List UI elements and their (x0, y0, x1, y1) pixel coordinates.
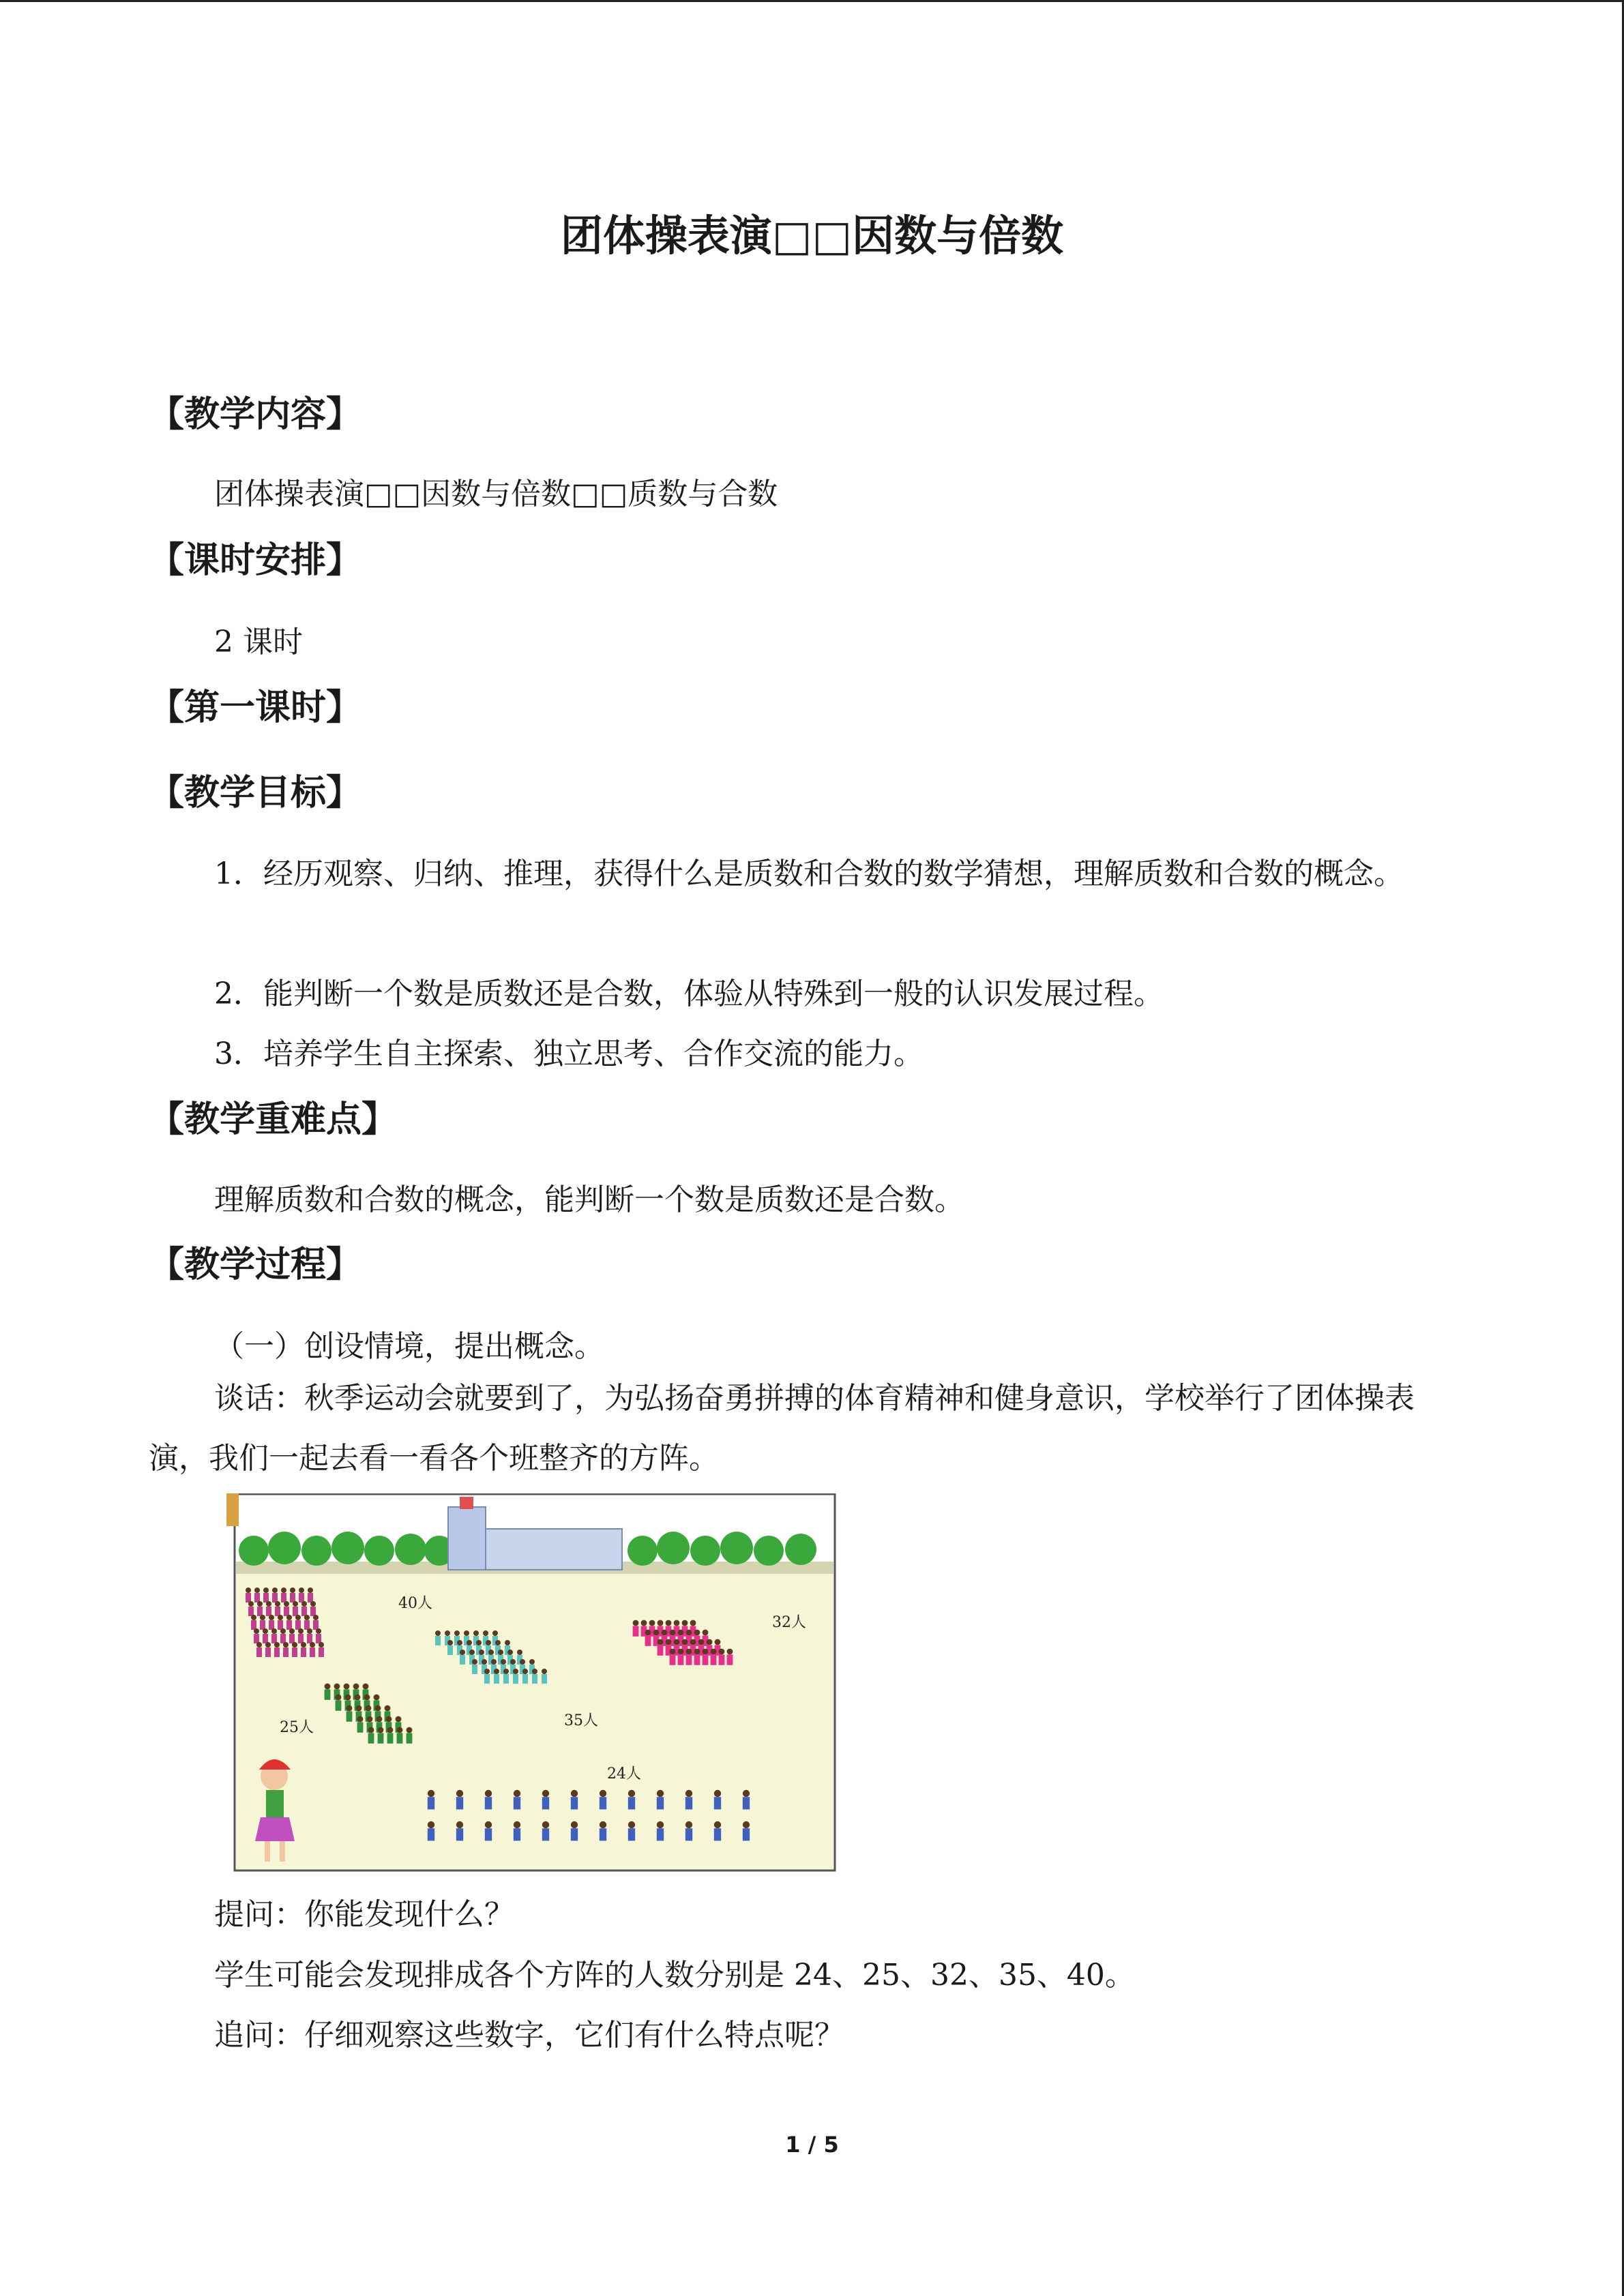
person-head (484, 1669, 490, 1674)
tree (268, 1532, 301, 1564)
person-head (254, 1587, 260, 1593)
person-body (357, 1722, 364, 1732)
person-head (375, 1705, 381, 1712)
person-head (682, 1620, 688, 1626)
person-head (251, 1615, 256, 1620)
person-body (472, 1665, 477, 1674)
person-head (456, 1821, 463, 1828)
person-head (686, 1630, 692, 1636)
person-body (269, 1620, 274, 1630)
goal-item-3: 3．培养学生自主探索、独立思考、合作交流的能力。 (214, 1037, 924, 1071)
person-body (336, 1700, 342, 1710)
person-body (428, 1828, 434, 1840)
label-24: 24人 (607, 1765, 641, 1783)
person-head (248, 1601, 254, 1607)
person-head (368, 1727, 374, 1733)
tree (239, 1536, 269, 1566)
person-body (254, 1593, 260, 1602)
person-body (310, 1648, 315, 1657)
person-head (649, 1620, 655, 1626)
person-head (714, 1790, 721, 1797)
formation-illustration (220, 1493, 838, 1873)
person-body (571, 1828, 578, 1840)
heading-teaching-process: 【教学过程】 (149, 1244, 362, 1285)
person-head (265, 1642, 271, 1648)
person-head (301, 1642, 306, 1648)
person-body (278, 1620, 283, 1630)
person-head (363, 1684, 369, 1690)
person-head (345, 1695, 351, 1701)
person-body (514, 1828, 520, 1840)
person-head (498, 1650, 503, 1655)
tree (754, 1536, 784, 1566)
person-head (286, 1615, 292, 1620)
person-head (445, 1630, 450, 1636)
person-body (628, 1797, 635, 1809)
page-number: 1 / 5 (785, 2132, 839, 2158)
person-head (263, 1587, 269, 1593)
person-head (407, 1727, 413, 1733)
person-head (522, 1669, 528, 1674)
person-head (628, 1821, 635, 1828)
person-head (571, 1821, 578, 1828)
person-head (571, 1790, 578, 1797)
person-head (529, 1659, 535, 1665)
person-head (278, 1615, 283, 1620)
person-head (377, 1716, 383, 1723)
person-body (711, 1654, 717, 1665)
person-head (346, 1705, 353, 1712)
person-head (662, 1630, 668, 1636)
person-head (397, 1727, 403, 1733)
person-head (685, 1821, 692, 1828)
person-body (246, 1593, 251, 1602)
person-body (685, 1828, 692, 1840)
person-body (428, 1797, 434, 1809)
person-head (657, 1790, 664, 1797)
tree (628, 1536, 658, 1566)
person-head (290, 1587, 295, 1593)
person-head (727, 1649, 733, 1655)
person-head (510, 1659, 516, 1665)
person-head (469, 1650, 475, 1655)
person-head (483, 1630, 488, 1636)
person-body (485, 1797, 492, 1809)
person-body (670, 1654, 676, 1665)
person-body (308, 1593, 313, 1602)
person-head (658, 1639, 664, 1645)
person-body (293, 1607, 298, 1616)
heading-teaching-content: 【教学内容】 (149, 394, 362, 435)
person-head (495, 1640, 501, 1645)
person-body (714, 1797, 721, 1809)
person-head (715, 1639, 721, 1645)
document-title: 团体操表演□□因数与倍数 (560, 211, 1064, 260)
person-head (514, 1821, 520, 1828)
tree (657, 1532, 690, 1564)
goal-item-2: 2．能判断一个数是质数还是合数，体验从特殊到一般的认识发展过程。 (214, 976, 1164, 1011)
person-body (600, 1797, 606, 1809)
label-32: 32人 (772, 1614, 806, 1631)
answer-1: 学生可能会发现排成各个方阵的人数分别是 24、25、32、35、40。 (214, 1958, 1135, 1993)
person-body (378, 1733, 384, 1743)
person-head (467, 1640, 472, 1645)
person-body (266, 1607, 271, 1616)
person-head (356, 1705, 362, 1712)
person-head (743, 1790, 750, 1797)
label-40: 40人 (398, 1595, 432, 1612)
label-25: 25人 (280, 1719, 314, 1736)
person-head (454, 1630, 460, 1636)
heading-key-points: 【教学重难点】 (149, 1099, 398, 1140)
person-body (319, 1648, 324, 1657)
person-body (743, 1828, 750, 1840)
tree (364, 1536, 394, 1566)
person-head (653, 1630, 660, 1636)
person-head (711, 1649, 717, 1655)
person-body (304, 1620, 310, 1630)
tree (720, 1532, 753, 1564)
person-body (284, 1607, 289, 1616)
person-head (460, 1650, 465, 1655)
person-body (257, 1607, 263, 1616)
person-body (260, 1620, 265, 1630)
teaching-content-text: 团体操表演□□因数与倍数□□质数与合数 (214, 477, 778, 511)
person-head (308, 1587, 313, 1593)
person-head (385, 1705, 391, 1712)
person-head (670, 1630, 676, 1636)
person-head (293, 1601, 298, 1607)
person-head (628, 1790, 635, 1797)
person-body (307, 1634, 312, 1643)
person-head (325, 1684, 331, 1690)
person-head (686, 1649, 692, 1655)
person-body (727, 1654, 733, 1665)
person-head (703, 1630, 709, 1636)
intro-talk: 谈话：秋季运动会就要到了，为弘扬奋勇拼搏的体育精神和健身意识，学校举行了团体操表演，我们一起去看一看各个班整齐的方阵。 (149, 1381, 1415, 1476)
person-head (674, 1639, 680, 1645)
person-head (486, 1640, 491, 1645)
person-head (355, 1695, 361, 1701)
person-head (257, 1601, 263, 1607)
person-body (272, 1593, 278, 1602)
person-head (542, 1669, 547, 1674)
tree (785, 1534, 816, 1565)
person-head (542, 1821, 549, 1828)
person-body (346, 1711, 353, 1721)
person-body (271, 1634, 277, 1643)
person-body (503, 1674, 509, 1684)
person-head (301, 1601, 307, 1607)
person-body (703, 1654, 709, 1665)
person-body (628, 1828, 635, 1840)
person-head (364, 1695, 370, 1701)
person-body (292, 1648, 297, 1657)
person-head (269, 1615, 274, 1620)
person-body (298, 1634, 304, 1643)
person-head (707, 1639, 713, 1645)
person-body (743, 1797, 750, 1809)
person-head (690, 1620, 696, 1626)
person-body (251, 1620, 256, 1630)
person-head (542, 1790, 549, 1797)
person-head (479, 1650, 484, 1655)
person-head (316, 1628, 321, 1634)
person-body (281, 1593, 286, 1602)
person-head (491, 1659, 497, 1665)
person-head (295, 1615, 301, 1620)
person-body (494, 1674, 499, 1684)
person-head (505, 1640, 510, 1645)
person-body (368, 1733, 374, 1743)
person-head (682, 1639, 688, 1645)
person-body (484, 1674, 490, 1684)
person-body (600, 1828, 606, 1840)
person-head (272, 1587, 278, 1593)
person-head (482, 1659, 487, 1665)
person-head (666, 1639, 672, 1645)
person-head (472, 1659, 477, 1665)
person-head (260, 1615, 265, 1620)
person-head (520, 1659, 525, 1665)
heading-schedule: 【课时安排】 (149, 540, 362, 581)
person-head (714, 1821, 721, 1828)
person-body (542, 1828, 549, 1840)
person-head (378, 1727, 384, 1733)
person-head (281, 1587, 286, 1593)
person-head (678, 1630, 684, 1636)
tree (331, 1532, 364, 1564)
person-body (513, 1674, 518, 1684)
person-head (357, 1716, 364, 1723)
person-head (698, 1639, 705, 1645)
person-head (284, 1601, 289, 1607)
person-body (397, 1733, 403, 1743)
person-body (301, 1648, 306, 1657)
person-body (280, 1634, 286, 1643)
person-head (304, 1615, 310, 1620)
person-body (522, 1674, 528, 1684)
person-body (657, 1828, 664, 1840)
person-body (289, 1634, 295, 1643)
person-head (456, 1790, 463, 1797)
person-head (485, 1821, 492, 1828)
person-head (387, 1727, 394, 1733)
person-head (367, 1716, 373, 1723)
person-head (246, 1587, 251, 1593)
person-body (286, 1620, 292, 1630)
person-head (476, 1640, 482, 1645)
person-head (670, 1649, 676, 1655)
person-body (248, 1607, 254, 1616)
person-body (456, 1797, 463, 1809)
person-body (657, 1797, 664, 1809)
person-head (289, 1628, 295, 1634)
person-head (514, 1790, 520, 1797)
person-head (743, 1821, 750, 1828)
person-head (396, 1716, 402, 1723)
person-head (674, 1620, 680, 1626)
person-head (447, 1640, 453, 1645)
person-body (658, 1645, 664, 1655)
person-body (633, 1626, 639, 1636)
question-1: 提问：你能发现什么？ (214, 1897, 514, 1932)
heading-teaching-goals: 【教学目标】 (149, 773, 362, 814)
person-body (571, 1797, 578, 1809)
person-head (386, 1716, 392, 1723)
person-head (428, 1790, 434, 1797)
person-head (266, 1601, 271, 1607)
label-35: 35人 (564, 1712, 598, 1729)
person-head (645, 1630, 651, 1636)
person-head (457, 1640, 462, 1645)
person-head (492, 1630, 498, 1636)
person-body (407, 1733, 413, 1743)
person-body (435, 1636, 441, 1645)
person-head (501, 1659, 506, 1665)
person-body (485, 1828, 492, 1840)
person-body (263, 1593, 269, 1602)
person-body (719, 1654, 725, 1665)
tree (395, 1534, 426, 1565)
person-head (658, 1620, 664, 1626)
person-body (686, 1654, 692, 1665)
person-head (488, 1650, 494, 1655)
person-body (685, 1797, 692, 1809)
person-head (334, 1684, 340, 1690)
person-head (275, 1601, 280, 1607)
tree (690, 1536, 720, 1566)
person-body (514, 1797, 520, 1809)
person-head (299, 1587, 304, 1593)
person-head (298, 1628, 304, 1634)
schedule-text: 2 课时 (214, 625, 303, 659)
person-body (316, 1634, 321, 1643)
person-body (532, 1674, 537, 1684)
goal-item-1: 1．经历观察、归纳、推理，获得什么是质数和合数的数学猜想，理解质数和合数的概念。 (214, 856, 1404, 891)
person-head (256, 1642, 262, 1648)
person-head (703, 1649, 709, 1655)
person-head (310, 1642, 315, 1648)
heading-first-lesson: 【第一课时】 (149, 687, 362, 728)
person-head (719, 1649, 725, 1655)
person-body (694, 1654, 700, 1665)
person-head (641, 1620, 647, 1626)
person-head (307, 1628, 312, 1634)
person-body (274, 1648, 280, 1657)
person-body (254, 1634, 259, 1643)
key-points-text: 理解质数和合数的概念，能判断一个数是质数还是合数。 (214, 1182, 964, 1217)
person-head (473, 1630, 479, 1636)
person-head (280, 1628, 286, 1634)
person-head (353, 1684, 359, 1690)
person-body (299, 1593, 304, 1602)
person-head (694, 1649, 700, 1655)
person-head (274, 1642, 280, 1648)
person-body (678, 1654, 684, 1665)
person-body (295, 1620, 301, 1630)
person-body (325, 1689, 331, 1699)
person-head (513, 1669, 518, 1674)
person-head (319, 1642, 324, 1648)
person-body (313, 1620, 319, 1630)
person-body (265, 1648, 271, 1657)
person-head (507, 1650, 513, 1655)
process-step-1: （一）创设情境，提出概念。 (214, 1329, 604, 1364)
person-head (254, 1628, 259, 1634)
person-head (690, 1639, 696, 1645)
person-head (292, 1642, 297, 1648)
person-head (685, 1790, 692, 1797)
person-head (263, 1628, 268, 1634)
person-body (456, 1828, 463, 1840)
person-head (271, 1628, 277, 1634)
person-head (435, 1630, 441, 1636)
page-border-top (0, 0, 1624, 2)
person-body (387, 1733, 394, 1743)
person-head (678, 1649, 684, 1655)
person-body (447, 1645, 453, 1655)
person-head (428, 1821, 434, 1828)
person-head (283, 1642, 289, 1648)
person-body (283, 1648, 289, 1657)
person-head (633, 1620, 639, 1626)
flag-pole (226, 1493, 239, 1526)
person-body (542, 1674, 547, 1684)
person-head (503, 1669, 509, 1674)
tree (301, 1536, 331, 1566)
person-head (313, 1615, 319, 1620)
person-head (366, 1705, 372, 1712)
person-body (310, 1607, 316, 1616)
person-head (485, 1790, 492, 1797)
person-head (600, 1821, 606, 1828)
person-head (310, 1601, 316, 1607)
person-body (275, 1607, 280, 1616)
person-head (374, 1695, 380, 1701)
person-body (256, 1648, 262, 1657)
person-body (460, 1655, 465, 1665)
person-head (532, 1669, 537, 1674)
person-body (714, 1828, 721, 1840)
person-body (301, 1607, 307, 1616)
person-body (290, 1593, 295, 1602)
person-head (464, 1630, 469, 1636)
person-head (666, 1620, 672, 1626)
person-head (344, 1684, 350, 1690)
question-2: 追问：仔细观察这些数字，它们有什么特点呢？ (214, 2018, 844, 2053)
person-head (600, 1790, 606, 1797)
person-head (517, 1650, 522, 1655)
person-body (645, 1635, 651, 1645)
person-body (263, 1634, 268, 1643)
person-head (494, 1669, 499, 1674)
person-head (694, 1630, 700, 1636)
person-head (657, 1821, 664, 1828)
person-body (542, 1797, 549, 1809)
person-head (336, 1695, 342, 1701)
